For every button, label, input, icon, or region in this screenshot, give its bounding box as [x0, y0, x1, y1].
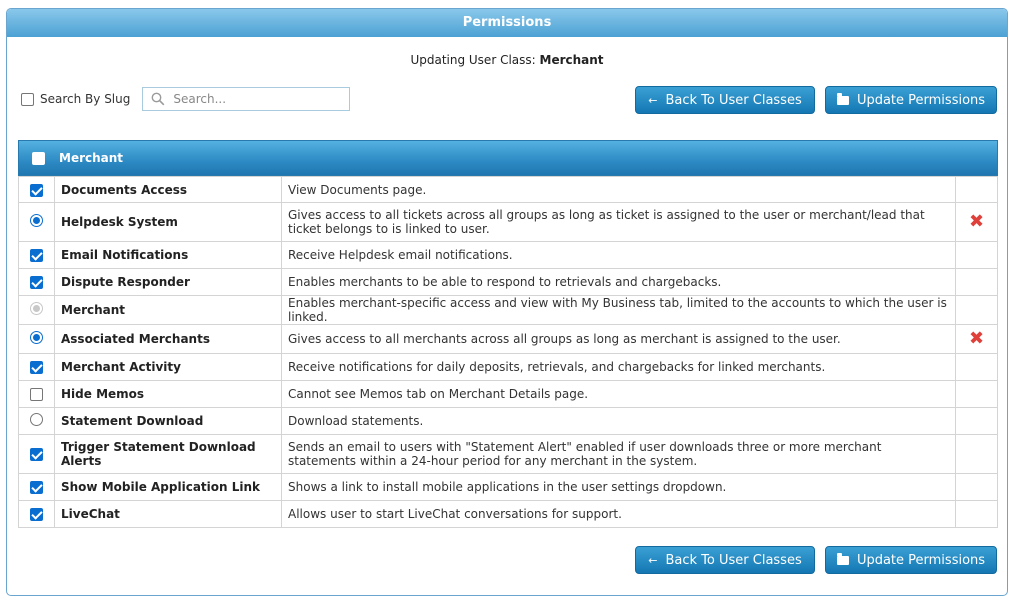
permission-control-cell — [19, 435, 55, 474]
permission-control-cell — [19, 177, 55, 203]
permission-description: Enables merchants to be able to respond to retrievals and chargebacks. — [282, 269, 956, 296]
permissions-panel — [6, 8, 1008, 596]
permission-control-cell — [19, 203, 55, 242]
permission-action-cell — [956, 242, 998, 269]
permission-checkbox[interactable] — [30, 184, 43, 197]
permission-action-cell — [956, 474, 998, 501]
permission-action-cell — [956, 296, 998, 325]
permission-action-cell — [956, 269, 998, 296]
arrow-left-icon: ← — [648, 553, 658, 567]
permission-action-cell — [956, 354, 998, 381]
panel-title: Permissions — [7, 9, 1007, 37]
permission-description: Download statements. — [282, 408, 956, 435]
permission-radio — [30, 302, 43, 315]
permission-description: Shows a link to install mobile applications in the user settings dropdown. — [282, 474, 956, 501]
permission-description: Receive Helpdesk email notifications. — [282, 242, 956, 269]
update-permissions-button-bottom[interactable] — [825, 546, 997, 574]
permission-row — [19, 408, 998, 435]
permissions-table — [18, 140, 998, 528]
update-button-label: Update Permissions — [856, 552, 986, 568]
permission-row — [19, 354, 998, 381]
permission-row — [19, 474, 998, 501]
group-name: Merchant — [59, 151, 124, 165]
permission-radio[interactable] — [30, 331, 43, 344]
page-subtitle — [7, 53, 1007, 67]
permission-control-cell — [19, 381, 55, 408]
permission-row — [19, 501, 998, 528]
folder-icon — [837, 556, 849, 565]
permission-checkbox[interactable] — [30, 508, 43, 521]
update-button-label: Update Permissions — [856, 92, 986, 108]
search-field[interactable] — [142, 87, 350, 111]
group-select-all-checkbox[interactable] — [32, 152, 45, 165]
user-class-name: Merchant — [539, 53, 604, 67]
permission-action-cell — [956, 203, 998, 242]
permission-name: Merchant Activity — [55, 354, 282, 381]
permission-description: Enables merchant-specific access and view with My Business tab, limited to the accounts to which the user is linked. — [282, 296, 956, 325]
search-by-slug-label: Search By Slug — [40, 92, 131, 106]
permission-name: Trigger Statement Download Alerts — [55, 435, 282, 474]
permission-control-cell — [19, 501, 55, 528]
permission-name: Email Notifications — [55, 242, 282, 269]
permission-action-cell — [956, 177, 998, 203]
permission-name: Helpdesk System — [55, 203, 282, 242]
back-to-user-classes-button-bottom[interactable] — [635, 546, 815, 574]
back-button-label: Back To User Classes — [665, 92, 802, 108]
permission-row — [19, 269, 998, 296]
search-input[interactable] — [171, 91, 335, 107]
permission-description: Cannot see Memos tab on Merchant Details page. — [282, 381, 956, 408]
permission-description: Sends an email to users with "Statement Alert" enabled if user downloads three or more merchant statements within a 24-hour period for any merchant in the system. — [282, 435, 956, 474]
permission-name: Statement Download — [55, 408, 282, 435]
back-to-user-classes-button[interactable] — [635, 86, 815, 114]
permission-radio[interactable] — [30, 214, 43, 227]
group-header — [18, 140, 998, 176]
permission-action-cell — [956, 501, 998, 528]
permission-name: Hide Memos — [55, 381, 282, 408]
subtitle-prefix: Updating User Class: — [410, 53, 536, 67]
permission-checkbox[interactable] — [30, 388, 43, 401]
permission-description: Gives access to all tickets across all groups as long as ticket is assigned to the user or merchant/lead that ticket belongs to is linked to user. — [282, 203, 956, 242]
permission-row — [19, 435, 998, 474]
permission-control-cell — [19, 269, 55, 296]
permission-radio[interactable] — [30, 413, 43, 426]
permission-action-cell — [956, 435, 998, 474]
permission-name: Documents Access — [55, 177, 282, 203]
permission-checkbox[interactable] — [30, 448, 43, 461]
permission-control-cell — [19, 408, 55, 435]
permission-control-cell — [19, 325, 55, 354]
permission-description: View Documents page. — [282, 177, 956, 203]
permission-checkbox[interactable] — [30, 361, 43, 374]
permission-action-cell — [956, 381, 998, 408]
permission-name: Merchant — [55, 296, 282, 325]
permission-row — [19, 325, 998, 354]
arrow-left-icon: ← — [648, 93, 658, 107]
permission-row — [19, 381, 998, 408]
permission-description: Gives access to all merchants across all groups as long as merchant is assigned to the user. — [282, 325, 956, 354]
permission-control-cell — [19, 474, 55, 501]
permission-description: Allows user to start LiveChat conversations for support. — [282, 501, 956, 528]
permission-row — [19, 203, 998, 242]
permission-action-cell — [956, 325, 998, 354]
permission-name: Associated Merchants — [55, 325, 282, 354]
search-by-slug-checkbox[interactable] — [21, 93, 34, 106]
permission-description: Receive notifications for daily deposits, retrievals, and chargebacks for linked merchants. — [282, 354, 956, 381]
permission-control-cell — [19, 242, 55, 269]
remove-icon[interactable]: ✖ — [968, 328, 985, 349]
permission-checkbox[interactable] — [30, 276, 43, 289]
permission-action-cell — [956, 408, 998, 435]
permission-control-cell — [19, 296, 55, 325]
search-icon — [151, 92, 165, 106]
permission-checkbox[interactable] — [30, 249, 43, 262]
permission-name: LiveChat — [55, 501, 282, 528]
permission-name: Show Mobile Application Link — [55, 474, 282, 501]
update-permissions-button[interactable] — [825, 86, 997, 114]
search-row — [21, 87, 350, 111]
permission-name: Dispute Responder — [55, 269, 282, 296]
remove-icon[interactable]: ✖ — [968, 211, 985, 232]
permission-control-cell — [19, 354, 55, 381]
back-button-label: Back To User Classes — [665, 552, 802, 568]
permission-row — [19, 242, 998, 269]
folder-icon — [837, 96, 849, 105]
permission-row — [19, 296, 998, 325]
permission-row — [19, 177, 998, 203]
bottom-actions — [7, 546, 1007, 576]
permission-checkbox[interactable] — [30, 481, 43, 494]
